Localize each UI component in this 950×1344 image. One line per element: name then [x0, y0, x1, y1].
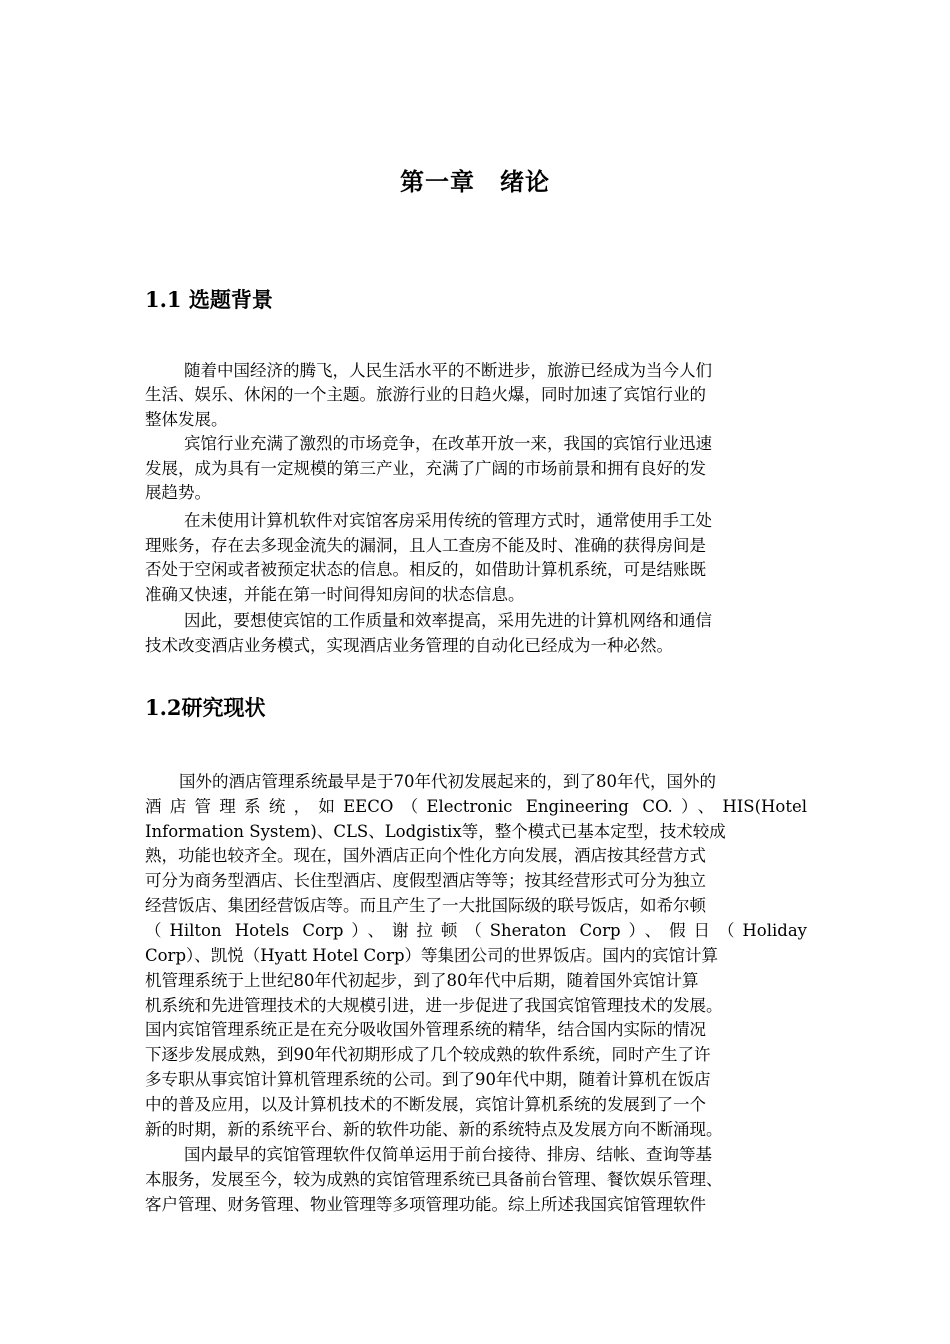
text-line: 在未使用计算机软件对宾馆客房采用传统的管理方式时，通常使用手工处 [184, 511, 712, 530]
text-line: 熟，功能也较齐全。现在，国外酒店正向个性化方向发展，酒店按其经营方式 [145, 846, 706, 865]
text-line: 国外的酒店管理系统最早是于70年代初发展起来的，到了80年代，国外的 [179, 772, 716, 791]
text-line: Information System)、CLS、Lodgistix等，整个模式已基本定型，技术较成 [145, 822, 726, 841]
text-line: 经营饭店、集团经营饭店等。而且产生了一大批国际级的联号饭店，如希尔顿 [145, 896, 706, 915]
text-line: 客户管理、财务管理、物业管理等多项管理功能。综上所述我国宾馆管理软件 [145, 1195, 706, 1214]
text-line: 本服务，发展至今，较为成熟的宾馆管理系统已具备前台管理、餐饮娱乐管理、 [145, 1170, 723, 1189]
text-line: 因此，要想使宾馆的工作质量和效率提高，采用先进的计算机网络和通信 [184, 611, 712, 630]
text-line: 机管理系统于上世纪80年代初起步，到了80年代中后期，随着国外宾馆计算 [145, 971, 699, 990]
text-line: 否处于空闲或者被预定状态的信息。相反的，如借助计算机系统，可是结账既 [145, 560, 706, 579]
text-line: 宾馆行业充满了激烈的市场竞争，在改革开放一来，我国的宾馆行业迅速 [184, 434, 712, 453]
text-line: 酒店管理系统，如EECO（Electronic Engineering CO.）、HIS(Hotel [145, 797, 807, 816]
text-line: 下逐步发展成熟，到90年代初期形成了几个较成熟的软件系统，同时产生了许 [145, 1045, 711, 1064]
text-line: 机系统和先进管理技术的大规模引进，进一步促进了我国宾馆管理技术的发展。 [145, 996, 723, 1015]
text-line: 中的普及应用，以及计算机技术的不断发展，宾馆计算机系统的发展到了一个 [145, 1095, 706, 1114]
text-line: 国内最早的宾馆管理软件仅简单运用于前台接待、排房、结帐、查询等基 [184, 1145, 712, 1164]
text-line: 理账务，存在去多现金流失的漏洞，且人工查房不能及时、准确的获得房间是 [145, 536, 706, 555]
text-line: 国内宾馆管理系统正是在充分吸收国外管理系统的精华，结合国内实际的情况 [145, 1020, 706, 1039]
text-line: 生活、娱乐、休闲的一个主题。旅游行业的日趋火爆，同时加速了宾馆行业的 [145, 385, 706, 404]
text-line: 技术改变酒店业务模式，实现酒店业务管理的自动化已经成为一种必然。 [145, 636, 673, 655]
section-heading-background: 1.1 选题背景 [145, 287, 273, 312]
text-line: 准确又快速，并能在第一时间得知房间的状态信息。 [145, 585, 525, 604]
text-line: 多专职从事宾馆计算机管理系统的公司。到了90年代中期，随着计算机在饭店 [145, 1070, 711, 1089]
section-heading-research-status: 1.2研究现状 [145, 695, 266, 720]
text-line: Corp）、凯悦（Hyatt Hotel Corp）等集团公司的世界饭店。国内的宾馆计算 [145, 946, 719, 965]
chapter-title: 第一章 绪论 [400, 167, 550, 196]
text-line: （Hilton Hotels Corp）、谢拉顿（Sheraton Corp）、假日（Holiday [145, 921, 807, 940]
text-line: 展趋势。 [145, 483, 211, 502]
text-line: 发展，成为具有一定规模的第三产业，充满了广阔的市场前景和拥有良好的发 [145, 459, 706, 478]
text-line: 可分为商务型酒店、长住型酒店、度假型酒店等等；按其经营形式可分为独立 [145, 871, 706, 890]
text-line: 整体发展。 [145, 410, 228, 429]
text-line: 随着中国经济的腾飞，人民生活水平的不断进步，旅游已经成为当今人们 [184, 361, 712, 380]
text-line: 新的时期，新的系统平台、新的软件功能、新的系统特点及发展方向不断涌现。 [145, 1120, 723, 1139]
